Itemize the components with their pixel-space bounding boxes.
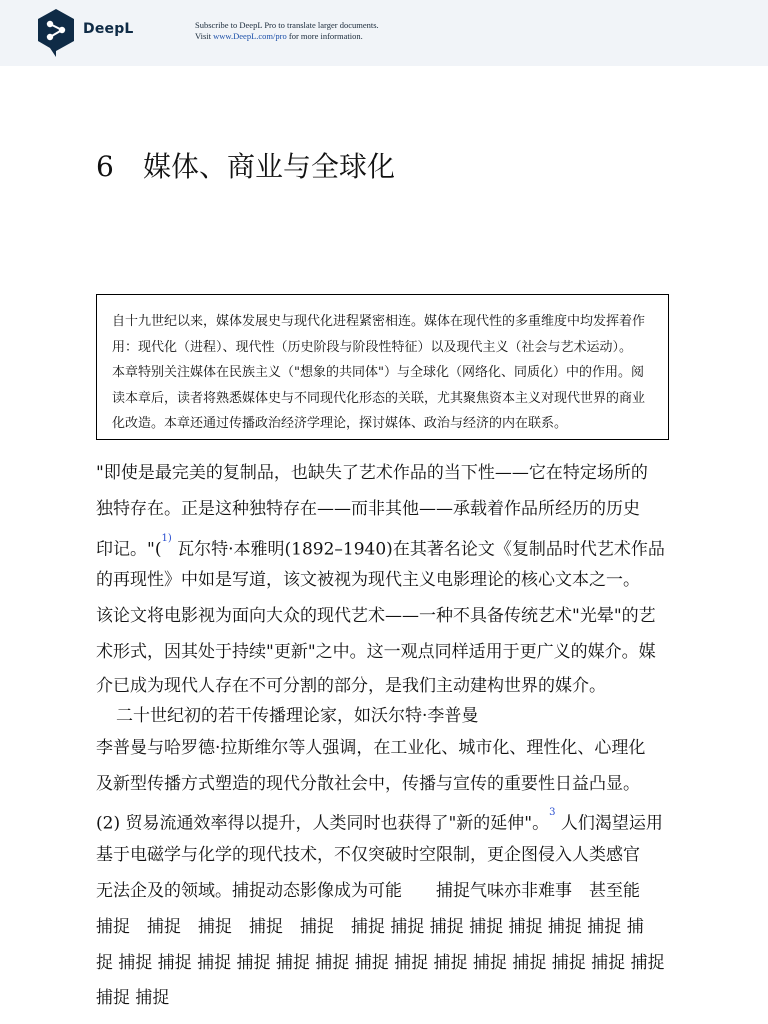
body-line: 的再现性》中如是写道，该文被视为现代主义电影理论的核心文本之一。 [96, 570, 640, 591]
chapter-abstract-box [96, 294, 669, 440]
body-text-segment: 瓦尔特·本雅明(1892–1940)在其著名论文《复制品时代艺术作品 [171, 539, 665, 560]
promo-text [195, 20, 379, 42]
abstract-line: 自十九世纪以来，媒体发展史与现代化进程紧密相连。媒体在现代性的多重维度中均发挥着作 [112, 314, 646, 329]
promo-line-1: Subscribe to DeepL Pro to translate larger documents. [195, 20, 379, 30]
body-line: "即使是最完美的复制品，也缺失了艺术作品的当下性——它在特定场所的 [96, 463, 648, 483]
body-line: 及新型传播方式塑造的现代分散社会中，传播与宣传的重要性日益凸显。 [96, 773, 640, 794]
chapter-heading [96, 147, 395, 187]
abstract-line: 读本章后，读者将熟悉媒体史与不同现代化形态的关联，尤其聚焦资本主义对现代世界的商业 [112, 390, 646, 406]
paragraph-start: 二十世纪初的若干传播理论家，如沃尔特·李普曼 [116, 705, 479, 726]
abstract-line: 用：现代化（进程）、现代性（历史阶段与阶段性特征）以及现代主义（社会与艺术运动）。 [112, 339, 633, 355]
body-line [96, 802, 671, 838]
promo-line-2-prefix: Visit [195, 31, 214, 41]
body-line: 独特存在。正是这种独特存在——而非其他——承载着作品所经历的历史 [96, 498, 640, 519]
body-line: 李普曼与哈罗德·拉斯维尔等人强调，在工业化、城市化、理性化、心理化 [96, 737, 646, 758]
body-line: 捉 捕捉 捕捉 捕捉 捕捉 捕捉 捕捉 捕捉 捕捉 捕捉 捕捉 捕捉 捕捉 捕捉 捕捉 [96, 952, 665, 973]
body-line: 无法企及的领域。捕捉动态影像成为可能 捕捉气味亦非难事 甚至能 [96, 880, 640, 901]
body-line: 该论文将电影视为面向大众的现代艺术——一种不具备传统艺术"光晕"的艺 [96, 606, 656, 627]
deepl-logo-icon[interactable] [36, 8, 76, 58]
body-line: 术形式，因其处于持续"更新"之中。这一观点同样适用于更广义的媒介。媒 [96, 641, 656, 662]
chapter-number: 6 [96, 150, 114, 183]
body-text-segment: 人们渴望运用 [555, 814, 663, 835]
abstract-line: 本章特别关注媒体在民族主义（"想象的共同体"）与全球化（网络化、同质化）中的作用。阅 [112, 365, 644, 380]
body-text [96, 456, 671, 1017]
body-line [96, 528, 671, 564]
abstract-line: 化改造。本章还通过传播政治经济学理论，探讨媒体、政治与经济的内在联系。 [112, 416, 568, 431]
body-text-segment: (2) 贸易流通效率得以提升，人类同时也获得了"新的延伸"。 [96, 814, 550, 835]
brand-name[interactable]: DeepL [83, 21, 134, 37]
promo-line-2-suffix: for more information. [286, 31, 363, 41]
chapter-title: 媒体、商业与全球化 [143, 150, 396, 183]
body-line: 捕捉 捕捉 捕捉 捕捉 捕捉 捕捉 捕捉 捕捉 捕捉 捕捉 捕捉 捕捉 捕 [96, 916, 644, 937]
deepl-banner [0, 0, 768, 66]
footnote-marker[interactable]: 3 [549, 807, 556, 819]
body-line: 捕捉 捕捉 [96, 988, 170, 1009]
deepl-pro-link[interactable]: www.DeepL.com/pro [213, 31, 287, 41]
body-text-segment: 印记。"( [96, 539, 162, 560]
footnote-marker[interactable]: 1) [161, 532, 172, 544]
body-line: 基于电磁学与化学的现代技术，不仅突破时空限制，更企图侵入人类感官 [96, 845, 640, 866]
body-line: 介已成为现代人存在不可分割的部分，是我们主动建构世界的媒介。 [96, 675, 606, 696]
